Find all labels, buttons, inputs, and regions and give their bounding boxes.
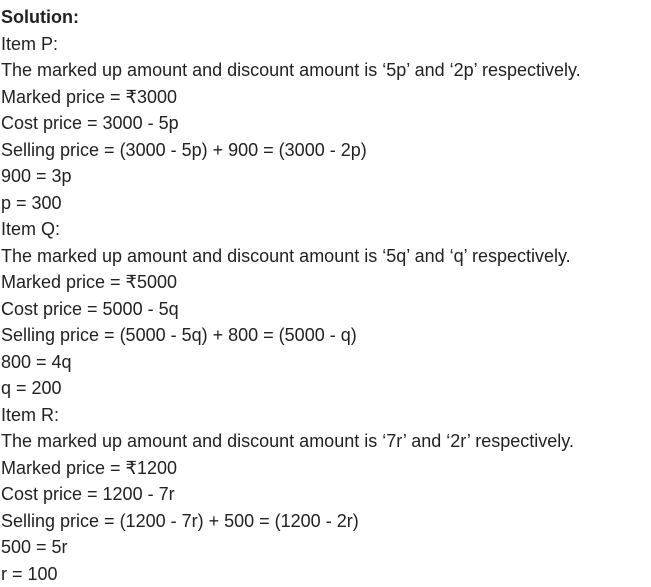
item-q-equation: 800 = 4q [1, 349, 651, 376]
item-p-label: Item P: [1, 31, 651, 58]
item-q-selling-price: Selling price = (5000 - 5q) + 800 = (5000 - q) [1, 322, 651, 349]
item-r-label: Item R: [1, 402, 651, 429]
item-q-marked-price: Marked price = ₹5000 [1, 269, 651, 296]
item-q-result: q = 200 [1, 375, 651, 402]
item-p-result: p = 300 [1, 190, 651, 217]
item-p-marked-price: Marked price = ₹3000 [1, 84, 651, 111]
item-r-result: r = 100 [1, 561, 651, 587]
item-q-description: The marked up amount and discount amount is ‘5q’ and ‘q’ respectively. [1, 243, 651, 270]
item-q-cost-price: Cost price = 5000 - 5q [1, 296, 651, 323]
item-r-description: The marked up amount and discount amount is ‘7r’ and ‘2r’ respectively. [1, 428, 651, 455]
item-q-label: Item Q: [1, 216, 651, 243]
item-r-selling-price: Selling price = (1200 - 7r) + 500 = (1200 - 2r) [1, 508, 651, 535]
item-p-equation: 900 = 3p [1, 163, 651, 190]
item-p-description: The marked up amount and discount amount is ‘5p’ and ‘2p’ respectively. [1, 57, 651, 84]
item-p-cost-price: Cost price = 3000 - 5p [1, 110, 651, 137]
solution-heading: Solution: [1, 4, 651, 31]
item-r-equation: 500 = 5r [1, 534, 651, 561]
item-r-cost-price: Cost price = 1200 - 7r [1, 481, 651, 508]
item-r-marked-price: Marked price = ₹1200 [1, 455, 651, 482]
solution-document [1, 4, 651, 587]
item-p-selling-price: Selling price = (3000 - 5p) + 900 = (3000 - 2p) [1, 137, 651, 164]
